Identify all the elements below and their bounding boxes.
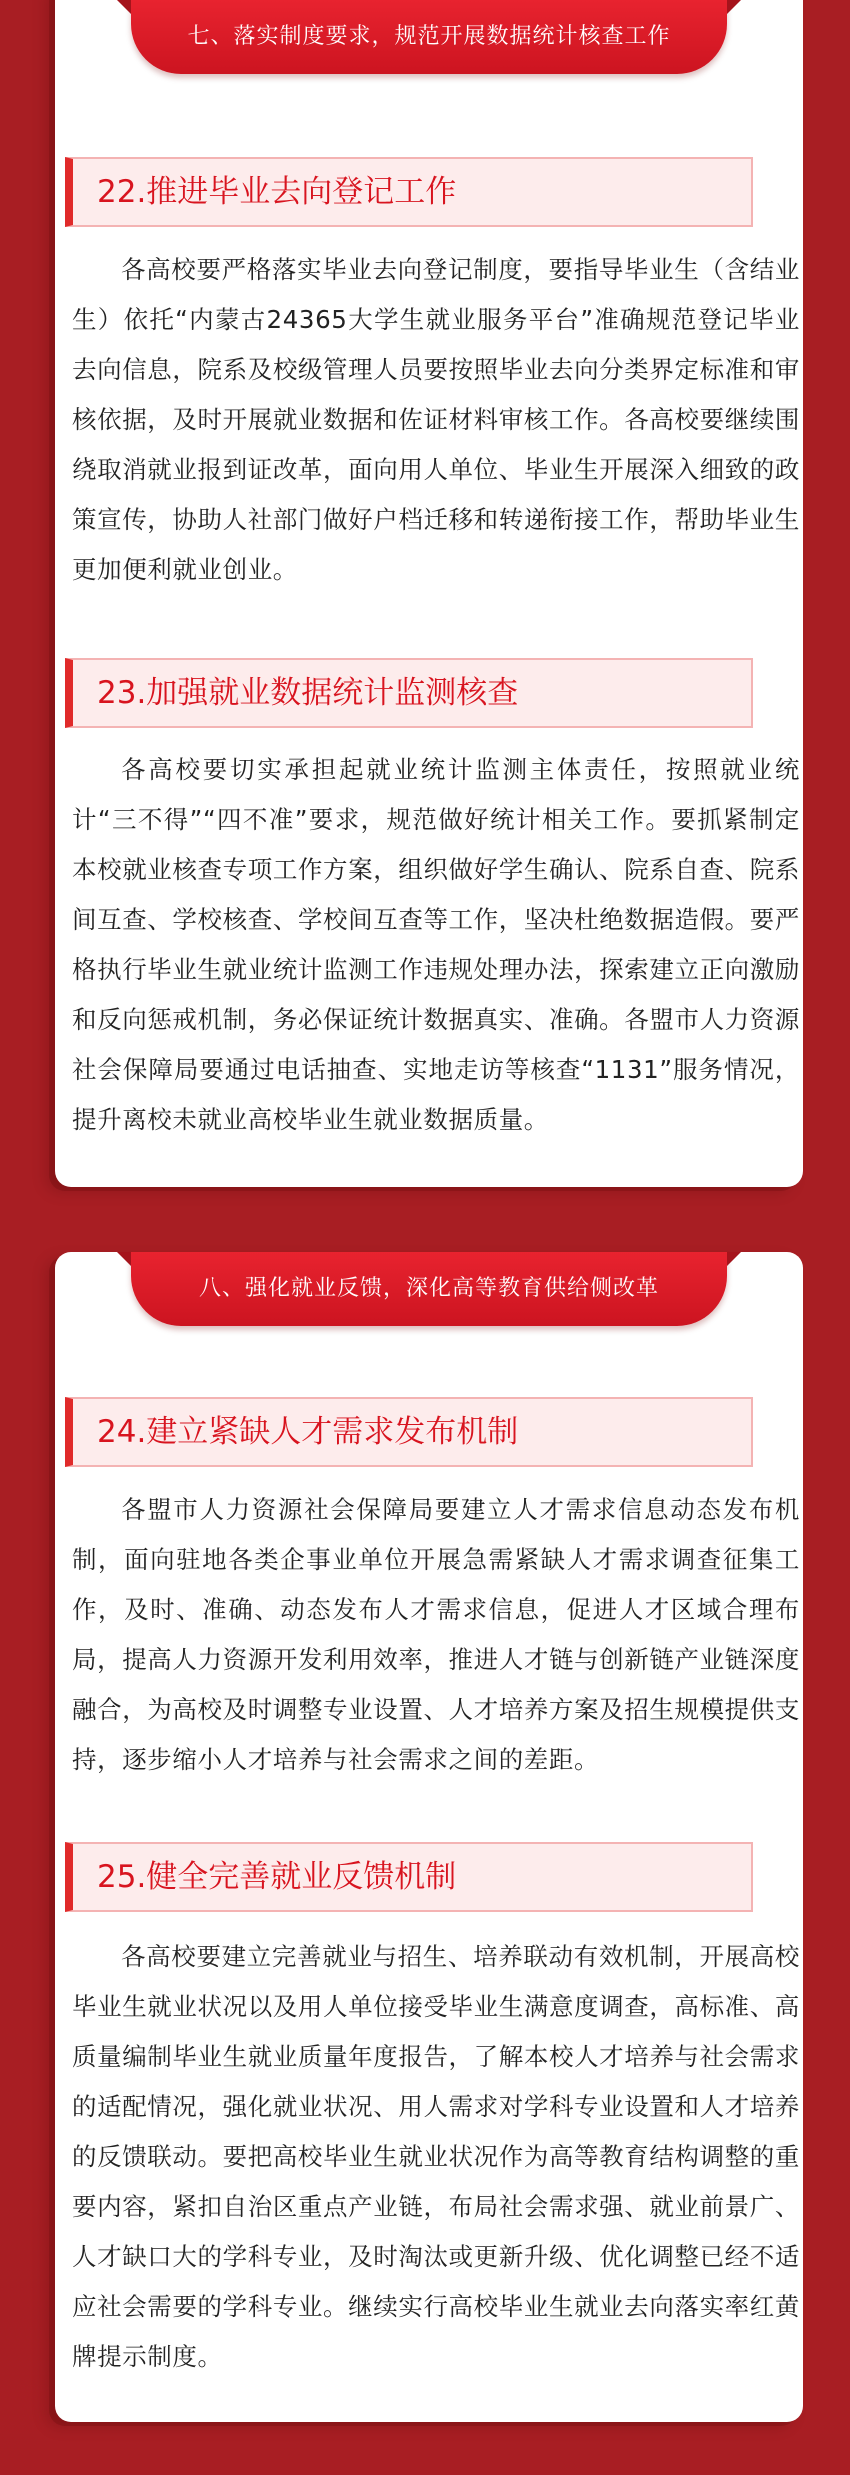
item-body-23: 各高校要切实承担起就业统计监测主体责任，按照就业统计“三不得”“四不准”要求，规范做好统计相关工作。要抓紧制定本校就业核查专项工作方案，组织做好学生确认、院系自查、院系间互查、学校核查、学校间互查等工作，坚决杜绝数据造假。要严格执行毕业生就业统计监测工作违规处理办法，探索建立正向激励和反向惩戒机制，务必保证统计数据真实、准确。各盟市人力资源社会保障局要通过电话抽查、实地走访等核查“1131”服务情况，提升离校未就业高校毕业生就业数据质量。 bbox=[72, 755, 800, 1134]
item-heading-23: 23.加强就业数据统计监测核查 bbox=[65, 658, 753, 728]
section-banner-8: 八、强化就业反馈，深化高等教育供给侧改革 bbox=[131, 1252, 727, 1326]
section-card-7 bbox=[55, 0, 803, 1187]
item-body-24: 各盟市人力资源社会保障局要建立人才需求信息动态发布机制，面向驻地各类企事业单位开展急需紧缺人才需求调查征集工作，及时、准确、动态发布人才需求信息，促进人才区域合理布局，提高人力资源开发利用效率，推进人才链与创新链产业链深度融合，为高校及时调整专业设置、人才培养方案及招生规模提供支持，逐步缩小人才培养与社会需求之间的差距。 bbox=[72, 1495, 800, 1774]
section-banner-7: 七、落实制度要求，规范开展数据统计核查工作 bbox=[131, 0, 727, 74]
section-card-8 bbox=[55, 1252, 803, 2422]
item-heading-22: 22.推进毕业去向登记工作 bbox=[65, 157, 753, 227]
item-body-25: 各高校要建立完善就业与招生、培养联动有效机制，开展高校毕业生就业状况以及用人单位接受毕业生满意度调查，高标准、高质量编制毕业生就业质量年度报告，了解本校人才培养与社会需求的适配情况，强化就业状况、用人需求对学科专业设置和人才培养的反馈联动。要把高校毕业生就业状况作为高等教育结构调整的重要内容，紧扣自治区重点产业链，布局社会需求强、就业前景广、人才缺口大的学科专业，及时淘汰或更新升级、优化调整已经不适应社会需要的学科专业。继续实行高校毕业生就业去向落实率红黄牌提示制度。 bbox=[72, 1942, 800, 2371]
item-body-22: 各高校要严格落实毕业去向登记制度，要指导毕业生（含结业生）依托“内蒙古24365大学生就业服务平台”准确规范登记毕业去向信息，院系及校级管理人员要按照毕业去向分类界定标准和审核依据，及时开展就业数据和佐证材料审核工作。各高校要继续围绕取消就业报到证改革，面向用人单位、毕业生开展深入细致的政策宣传，协助人社部门做好户档迁移和转递衔接工作，帮助毕业生更加便利就业创业。 bbox=[72, 255, 800, 584]
item-heading-25: 25.健全完善就业反馈机制 bbox=[65, 1842, 753, 1912]
item-heading-24: 24.建立紧缺人才需求发布机制 bbox=[65, 1397, 753, 1467]
